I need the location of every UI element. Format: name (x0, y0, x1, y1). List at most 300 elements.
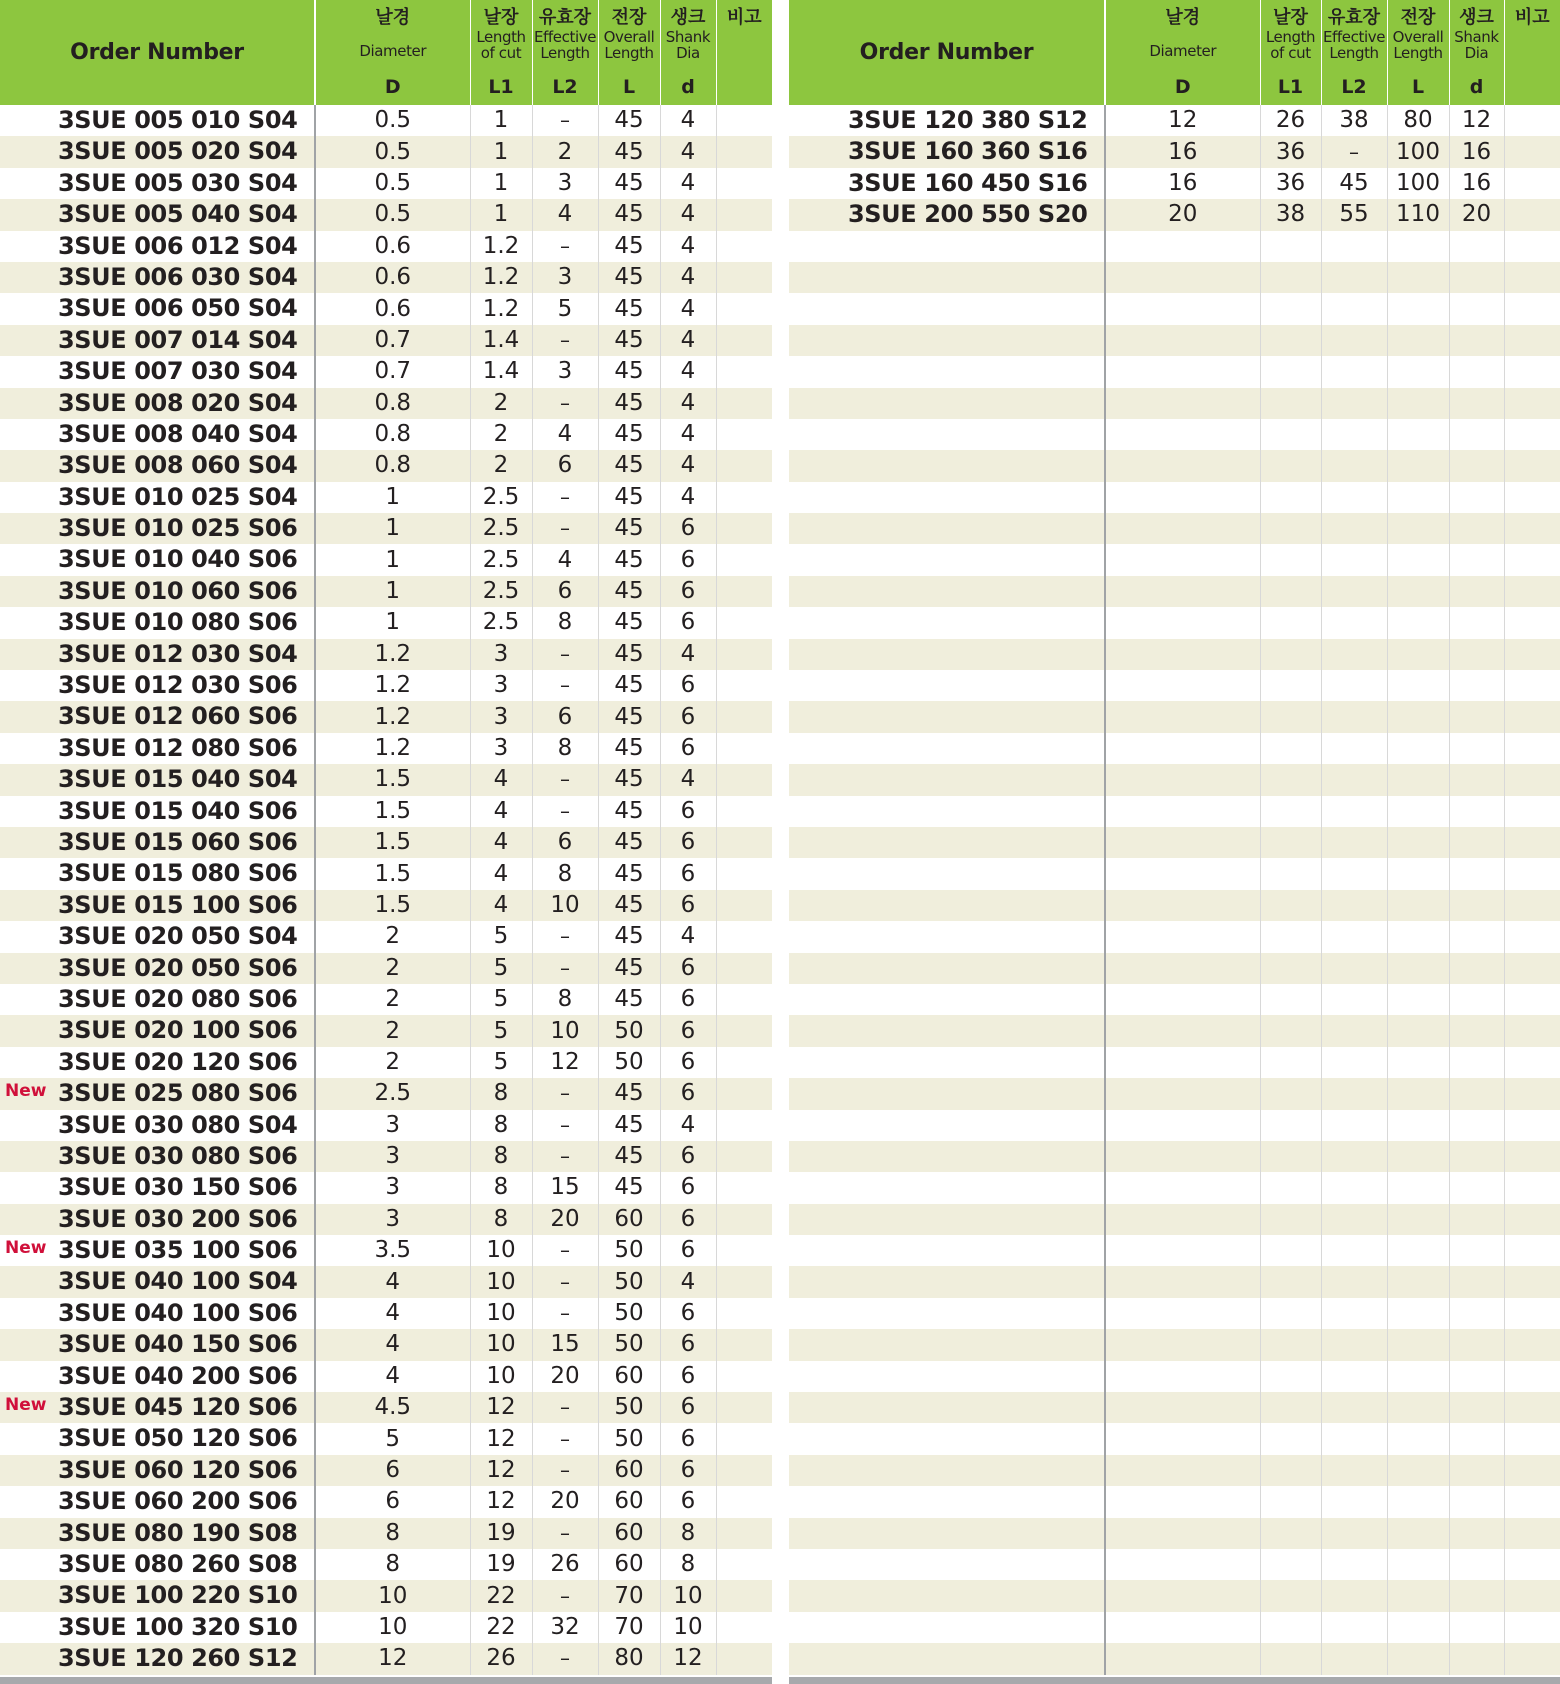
order-number-cell (789, 827, 1105, 858)
note-cell (1504, 388, 1560, 419)
order-number-cell (789, 1549, 1105, 1580)
effective-length-cell (532, 231, 598, 262)
order-number-cell (0, 1172, 315, 1203)
diameter-cell (315, 262, 470, 293)
cell-value: 60 (614, 1456, 644, 1483)
note-cell (1504, 1078, 1560, 1109)
cell-value: 45 (614, 609, 644, 636)
order-number-cell (0, 701, 315, 732)
order-number-cell (789, 796, 1105, 827)
shank-dia-cell (660, 827, 716, 858)
cell-value: 3.5 (374, 1237, 412, 1264)
order-number-cell (789, 1047, 1105, 1078)
overall-length-cell (598, 827, 660, 858)
note-cell (716, 1549, 772, 1580)
shank-dia-cell (1449, 1235, 1504, 1266)
cell-value: 70 (614, 1613, 644, 1640)
order-number-cell (0, 1518, 315, 1549)
shank-dia-cell (1449, 1329, 1504, 1360)
cell-value: 3 (385, 1143, 401, 1170)
overall-length-cell (598, 1141, 660, 1172)
overall-length-cell (1387, 1549, 1449, 1580)
order-number-cell (0, 858, 315, 889)
empty-row (789, 262, 1560, 293)
shank-dia-cell (1449, 1047, 1504, 1078)
diameter-cell (1105, 1549, 1260, 1580)
order-code: 3SUE 160 450 S16 (848, 168, 1088, 197)
effective-length-cell (1321, 921, 1387, 952)
note-cell (716, 136, 772, 167)
empty-row (789, 921, 1560, 952)
empty-row (789, 733, 1560, 764)
diameter-cell (315, 1392, 470, 1423)
length-of-cut-cell (1260, 607, 1321, 638)
cell-value: 5 (385, 1425, 401, 1452)
note-cell (716, 388, 772, 419)
table-row (0, 1549, 772, 1580)
overall-length-cell (598, 356, 660, 387)
cell-value: 12 (486, 1456, 516, 1483)
overall-length-cell (1387, 1015, 1449, 1046)
note-cell (1504, 513, 1560, 544)
cell-value: 6 (680, 672, 696, 699)
cell-value: 4 (493, 829, 509, 856)
order-number-cell (789, 1612, 1105, 1643)
order-number-cell (0, 1298, 315, 1329)
order-number-cell (789, 168, 1105, 199)
table-row (0, 325, 772, 356)
length-of-cut-cell (470, 858, 532, 889)
order-number-cell (789, 105, 1105, 136)
shank-dia-cell (1449, 764, 1504, 795)
note-cell (716, 544, 772, 575)
note-cell (716, 482, 772, 513)
cell-value: 45 (614, 860, 644, 887)
overall-length-cell (598, 1392, 660, 1423)
shank-dia-cell (660, 168, 716, 199)
diameter-cell (1105, 231, 1260, 262)
cell-value: 4 (493, 891, 509, 918)
cell-value: 6 (385, 1456, 401, 1483)
note-cell (1504, 796, 1560, 827)
cell-value: 6 (680, 609, 696, 636)
cell-value: 12 (486, 1488, 516, 1515)
cell-value: 10 (673, 1582, 703, 1609)
order-number-cell (0, 199, 315, 230)
overall-length-cell (598, 858, 660, 889)
table-row (0, 670, 772, 701)
effective-length-cell (532, 639, 598, 670)
table-row (0, 544, 772, 575)
cell-value: 10 (486, 1362, 516, 1389)
cell-value: 5 (493, 923, 509, 950)
note-cell (716, 1141, 772, 1172)
overall-length-cell (598, 136, 660, 167)
cell-value: – (560, 484, 570, 509)
length-of-cut-cell (470, 1455, 532, 1486)
order-number-cell (0, 1580, 315, 1611)
length-of-cut-cell (470, 1172, 532, 1203)
cell-value: 6 (680, 1425, 696, 1452)
cell-value: 10 (486, 1331, 516, 1358)
cell-value: 6 (680, 1300, 696, 1327)
effective-length-cell (1321, 1329, 1387, 1360)
overall-length-cell (598, 670, 660, 701)
cell-value: 2 (385, 1048, 401, 1075)
shank-dia-cell (1449, 1612, 1504, 1643)
length-of-cut-cell (1260, 639, 1321, 670)
empty-row (789, 1549, 1560, 1580)
shank-dia-cell (660, 890, 716, 921)
empty-row (789, 450, 1560, 481)
overall-length-cell (598, 1580, 660, 1611)
cell-value: 1.5 (374, 766, 412, 793)
cell-value: 4 (493, 860, 509, 887)
effective-length-cell (1321, 231, 1387, 262)
shank-dia-cell (1449, 1361, 1504, 1392)
note-cell (716, 199, 772, 230)
diameter-cell (1105, 1580, 1260, 1611)
note-cell (716, 1172, 772, 1203)
new-badge: New (5, 1081, 47, 1102)
col-effective-length: 유효장 Effective Length L2 (1321, 0, 1387, 105)
order-number-cell (0, 1486, 315, 1517)
order-code: 3SUE 015 100 S06 (58, 890, 298, 919)
table-row (0, 199, 772, 230)
length-of-cut-cell (470, 670, 532, 701)
order-number-cell (789, 921, 1105, 952)
overall-length-cell (598, 262, 660, 293)
cell-value: 0.8 (374, 389, 412, 416)
effective-length-cell (1321, 1110, 1387, 1141)
shank-dia-cell (1449, 890, 1504, 921)
cell-value: 8 (557, 735, 573, 761)
order-code: 3SUE 005 040 S04 (58, 200, 298, 229)
order-code: 3SUE 020 050 S04 (58, 922, 298, 951)
order-number-cell (0, 1455, 315, 1486)
length-of-cut-cell (470, 1204, 532, 1235)
table-row (0, 890, 772, 921)
length-of-cut-cell (470, 607, 532, 638)
order-code: 3SUE 015 060 S06 (58, 827, 298, 856)
length-of-cut-cell (470, 984, 532, 1015)
effective-length-cell (532, 1141, 598, 1172)
note-cell (1504, 1172, 1560, 1203)
table-row (0, 1580, 772, 1611)
diameter-cell (1105, 1329, 1260, 1360)
note-cell (716, 419, 772, 450)
diameter-cell (1105, 482, 1260, 513)
cell-value: 6 (680, 1456, 696, 1483)
cell-value: 6 (557, 829, 573, 856)
order-number-cell (789, 701, 1105, 732)
overall-length-cell (1387, 890, 1449, 921)
note-cell (716, 1643, 772, 1674)
diameter-cell (315, 1580, 470, 1611)
overall-length-cell (1387, 1047, 1449, 1078)
empty-row (789, 356, 1560, 387)
note-cell (716, 953, 772, 984)
effective-length-cell (1321, 1235, 1387, 1266)
cell-value: – (1349, 139, 1359, 164)
order-code: 3SUE 006 030 S04 (58, 262, 298, 291)
diameter-cell (315, 293, 470, 324)
effective-length-cell (532, 1235, 598, 1266)
note-cell (1504, 827, 1560, 858)
effective-length-cell (532, 136, 598, 167)
length-of-cut-cell (470, 576, 532, 607)
order-code: 3SUE 015 040 S04 (58, 765, 298, 794)
shank-dia-cell (1449, 1518, 1504, 1549)
order-number-cell (0, 639, 315, 670)
note-cell (716, 1486, 772, 1517)
diameter-cell (315, 513, 470, 544)
effective-length-cell (1321, 890, 1387, 921)
order-code: 3SUE 008 040 S04 (58, 419, 298, 448)
order-number-cell (0, 607, 315, 638)
overall-length-cell (598, 105, 660, 136)
effective-length-cell (1321, 1204, 1387, 1235)
order-number-cell (0, 1612, 315, 1643)
order-number-cell (0, 293, 315, 324)
diameter-cell (315, 1423, 470, 1454)
cell-value: – (560, 1646, 570, 1671)
note-cell (716, 1612, 772, 1643)
length-of-cut-cell (470, 827, 532, 858)
cell-value: – (560, 1395, 570, 1420)
table-row (0, 701, 772, 732)
table-row (0, 388, 772, 419)
diameter-cell (1105, 1078, 1260, 1109)
diameter-cell (1105, 513, 1260, 544)
diameter-cell (315, 796, 470, 827)
diameter-cell (1105, 733, 1260, 764)
overall-length-cell (1387, 1110, 1449, 1141)
cell-value: 6 (680, 1048, 696, 1075)
table-row (0, 136, 772, 167)
diameter-cell (315, 1298, 470, 1329)
col-diameter: 날경 Diameter D (1105, 0, 1260, 105)
shank-dia-cell (660, 921, 716, 952)
cell-value: 5 (557, 295, 573, 322)
table-row (0, 1486, 772, 1517)
length-of-cut-cell (1260, 513, 1321, 544)
cell-value: 4 (680, 232, 696, 259)
order-code: 3SUE 020 100 S06 (58, 1016, 298, 1045)
diameter-cell (315, 858, 470, 889)
cell-value: 8 (680, 1551, 696, 1578)
cell-value: – (560, 641, 570, 666)
order-number-cell (789, 1110, 1105, 1141)
effective-length-cell (1321, 1423, 1387, 1454)
cell-value: 16 (1168, 138, 1198, 165)
order-number-cell (789, 764, 1105, 795)
shank-dia-cell (660, 262, 716, 293)
note-cell (1504, 1455, 1560, 1486)
overall-length-cell (1387, 168, 1449, 199)
order-number-cell (789, 1078, 1105, 1109)
effective-length-cell (532, 670, 598, 701)
effective-length-cell (532, 764, 598, 795)
note-cell (1504, 858, 1560, 889)
cell-value: 20 (1168, 201, 1198, 228)
cell-value: 4 (680, 201, 696, 228)
note-cell (1504, 482, 1560, 513)
cell-value: – (560, 1520, 570, 1545)
note-cell (716, 1423, 772, 1454)
note-cell (1504, 1141, 1560, 1172)
overall-length-cell (1387, 482, 1449, 513)
cell-value: 1 (493, 201, 509, 228)
order-code: 3SUE 030 080 S06 (58, 1141, 298, 1170)
table-row (0, 1141, 772, 1172)
overall-length-cell (1387, 764, 1449, 795)
note-cell (1504, 639, 1560, 670)
effective-length-cell (532, 105, 598, 136)
empty-row (789, 1580, 1560, 1611)
empty-row (789, 984, 1560, 1015)
note-cell (1504, 1423, 1560, 1454)
overall-length-cell (1387, 701, 1449, 732)
cell-value: 4 (557, 201, 573, 228)
cell-value: – (560, 798, 570, 823)
cell-value: 2 (493, 389, 509, 416)
shank-dia-cell (660, 1580, 716, 1611)
cell-value: 4 (557, 546, 573, 573)
shank-dia-cell (660, 325, 716, 356)
note-cell (1504, 419, 1560, 450)
note-cell (716, 607, 772, 638)
cell-value: 6 (680, 1080, 696, 1107)
shank-dia-cell (660, 1329, 716, 1360)
cell-value: 3 (493, 735, 509, 761)
diameter-cell (1105, 1047, 1260, 1078)
order-code: 3SUE 020 050 S06 (58, 953, 298, 982)
order-code: 3SUE 012 060 S06 (58, 702, 298, 731)
length-of-cut-cell (470, 1329, 532, 1360)
effective-length-cell (1321, 199, 1387, 230)
cell-value: 6 (680, 1237, 696, 1264)
overall-length-cell (1387, 733, 1449, 764)
order-number-cell (789, 1266, 1105, 1297)
note-cell (716, 1078, 772, 1109)
empty-row (789, 796, 1560, 827)
cell-value: 45 (614, 201, 644, 228)
note-cell (716, 1110, 772, 1141)
length-of-cut-cell (470, 1047, 532, 1078)
length-of-cut-cell (470, 105, 532, 136)
shank-dia-cell (660, 670, 716, 701)
cell-value: 45 (614, 891, 644, 918)
empty-row (789, 858, 1560, 889)
overall-length-cell (598, 513, 660, 544)
effective-length-cell (532, 1204, 598, 1235)
cell-value: 0.5 (374, 138, 412, 165)
cell-value: 20 (550, 1362, 580, 1389)
shank-dia-cell (1449, 1110, 1504, 1141)
overall-length-cell (598, 607, 660, 638)
cell-value: 0.7 (374, 358, 412, 385)
empty-row (789, 1015, 1560, 1046)
overall-length-cell (598, 1235, 660, 1266)
diameter-cell (315, 136, 470, 167)
cell-value: 1.5 (374, 860, 412, 887)
shank-dia-cell (660, 1235, 716, 1266)
cell-value: 15 (550, 1174, 580, 1201)
length-of-cut-cell (1260, 670, 1321, 701)
note-cell (716, 796, 772, 827)
note-cell (716, 168, 772, 199)
note-cell (1504, 1015, 1560, 1046)
empty-row (789, 231, 1560, 262)
effective-length-cell (1321, 1047, 1387, 1078)
spec-table-right (789, 0, 1560, 1675)
table-row (0, 639, 772, 670)
cell-value: 0.6 (374, 264, 412, 291)
diameter-cell (315, 231, 470, 262)
empty-row (789, 1392, 1560, 1423)
diameter-cell (1105, 701, 1260, 732)
cell-value: – (560, 390, 570, 415)
diameter-cell (315, 1549, 470, 1580)
note-cell (1504, 356, 1560, 387)
effective-length-cell (532, 1361, 598, 1392)
overall-length-cell (1387, 513, 1449, 544)
diameter-cell (1105, 1298, 1260, 1329)
note-cell (1504, 262, 1560, 293)
diameter-cell (315, 1015, 470, 1046)
cell-value: 6 (680, 891, 696, 918)
cell-value: 45 (614, 264, 644, 291)
cell-value: 1.2 (374, 735, 412, 761)
empty-row (789, 1110, 1560, 1141)
note-cell (1504, 953, 1560, 984)
diameter-cell (315, 1110, 470, 1141)
effective-length-cell (1321, 1361, 1387, 1392)
order-number-cell (789, 419, 1105, 450)
diameter-cell (1105, 450, 1260, 481)
effective-length-cell (532, 1549, 598, 1580)
diameter-cell (1105, 858, 1260, 889)
note-cell (1504, 1235, 1560, 1266)
empty-row (789, 764, 1560, 795)
overall-length-cell (1387, 1078, 1449, 1109)
effective-length-cell (1321, 670, 1387, 701)
cell-value: 60 (614, 1205, 644, 1232)
order-code: 3SUE 007 014 S04 (58, 325, 298, 354)
cell-value: 1 (493, 138, 509, 165)
diameter-cell (315, 1643, 470, 1674)
order-number-cell (789, 262, 1105, 293)
order-number-cell (789, 953, 1105, 984)
cell-value: 110 (1396, 201, 1440, 228)
diameter-cell (1105, 1141, 1260, 1172)
overall-length-cell (598, 544, 660, 575)
effective-length-cell (1321, 1015, 1387, 1046)
note-cell (716, 1015, 772, 1046)
table-header-row (789, 0, 1560, 105)
table-row (0, 1235, 772, 1266)
note-cell (716, 450, 772, 481)
effective-length-cell (532, 827, 598, 858)
cell-value: 1.2 (482, 232, 520, 259)
order-number-cell (789, 1518, 1105, 1549)
cell-value: 1 (385, 546, 401, 573)
cell-value: 6 (680, 735, 696, 761)
shank-dia-cell (660, 136, 716, 167)
length-of-cut-cell (1260, 1266, 1321, 1297)
bottom-rule-right (789, 1677, 1560, 1684)
